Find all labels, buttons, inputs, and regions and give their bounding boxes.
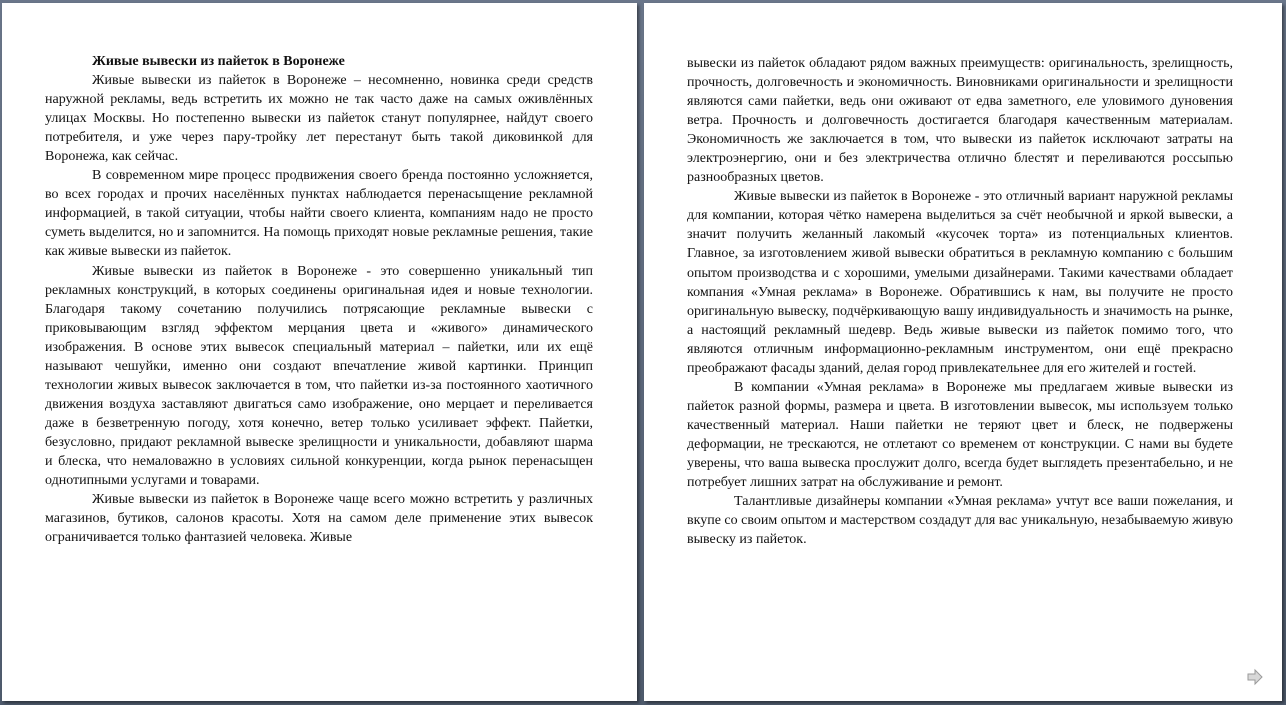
document-title: Живые вывески из пайеток в Воронеже (92, 54, 345, 69)
document-page-2 (644, 3, 1282, 701)
paragraph-continuation: вывески из пайеток обладают рядом важных преимуществ: оригинальность, зрелищность, прочность, долговечность и экономичность. Виновниками оригинальности и зрелищности являются сами пайетки, ведь они оживают от едва заметного, еле уловимого дуновения ветра. Прочность и долговечность достигается благодаря качественным материалам. Экономичность же заключается в том, что вывески из пайеток исключают затраты на электроэнергию, они и без электричества отлично блестят и переливаются россыпью разнообразных цветов. (687, 56, 1233, 186)
paragraph: Живые вывески из пайеток в Воронеже - это совершенно уникальный тип рекламных конструкций, в которых соединены оригинальная идея и новые технологии. Благодаря такому сочетанию получились потрясающие рекламные вывески с приковывающим взгляд эффектом мерцания цвета и «живого» динамического изображения. В основе этих вывесок специальный материал – пайетки, или их ещё называют чешуйки, именно они создают впечатление живой картинки. Принцип технологии живых вывесок заключается в том, что пайетки из-за постоянного хаотичного движения воздуха заставляют двигаться само изображение, оно мерцает и переливается даже в безветренную погоду, хотя конечно, ветер только усиливает эффект. Пайетки, безусловно, придают рекламной вывеске зрелищности и уникальности, добавляют шарма и блеска, что немаловажно в условиях сильной конкуренции, когда рынок перенасыщен однотипными услугами и товарами. (45, 263, 593, 489)
arrow-right-icon[interactable] (1246, 668, 1264, 686)
paragraph: Талантливые дизайнеры компании «Умная реклама» учтут все ваши пожелания, и вкупе со своим опытом и мастерством создадут для вас уникальную, незабываемую живую вывеску из пайеток. (687, 494, 1233, 548)
arrow-right-icon-glyph (1246, 668, 1264, 686)
paragraph: В современном мире процесс продвижения своего бренда постоянно усложняется, во всех городах и прочих населённых пунктах наблюдается перенасыщение рекламной информацией, в такой ситуации, чтобы найти своего клиента, компаниям надо не просто суметь выделится, но и запомнится. На помощь приходят новые рекламные решения, такие как живые вывески из пайеток. (45, 168, 593, 260)
paragraph: Живые вывески из пайеток в Воронеже чаще всего можно встретить у различных магазинов, бутиков, салонов красоты. Хотя на самом деле применение этих вывесок ограничивается только фантазией человека. Живые (45, 492, 593, 546)
paragraph: В компании «Умная реклама» в Воронеже мы предлагаем живые вывески из пайеток разной формы, размера и цвета. В изготовлении вывесок, мы используем только качественный материал. Наши пайетки не теряют цвет и блеск, не подвержены деформации, не трескаются, не отлетают со временем от конструкции. С нами вы будете уверены, что ваша вывеска прослужит долго, всегда будет выглядеть презентабельно, и не потребует лишних затрат на обслуживание и ремонт. (687, 379, 1233, 491)
paragraph: Живые вывески из пайеток в Воронеже – несомненно, новинка среди средств наружной рекламы, ведь встретить их можно не так часто даже на самых оживлённых улицах Москвы. Но постепенно вывески из пайеток станут популярнее, найдут своего потребителя, и уже через пару-тройку лет перестанут быть такой диковинкой для Воронежа, как сейчас. (45, 73, 593, 165)
page-2-text (687, 54, 1233, 549)
page-1-text (45, 52, 593, 547)
document-page-1 (2, 3, 637, 701)
paragraph: Живые вывески из пайеток в Воронеже - это отличный вариант наружной рекламы для компании, которая чётко намерена выделиться за счёт необычной и яркой вывески, а значит получить желанный лакомый «кусочек торта» из потенциальных клиентов. Главное, за изготовлением живой вывески обратиться в рекламную компанию с большим опытом производства и с хорошими, умелыми дизайнерами. Такими качествами обладает компания «Умная реклама» в Воронеже. Обратившись к нам, вы получите не просто оригинальную вывеску, подчёркивающую вашу индивидуальность и значимость на рынке, а настоящий рекламный шедевр. Ведь живые вывески из пайеток помимо того, что являются отличным информационно-рекламным инструментом, они ещё прекрасно преображают фасады зданий, делая город привлекательнее для его жителей и гостей. (687, 189, 1233, 376)
